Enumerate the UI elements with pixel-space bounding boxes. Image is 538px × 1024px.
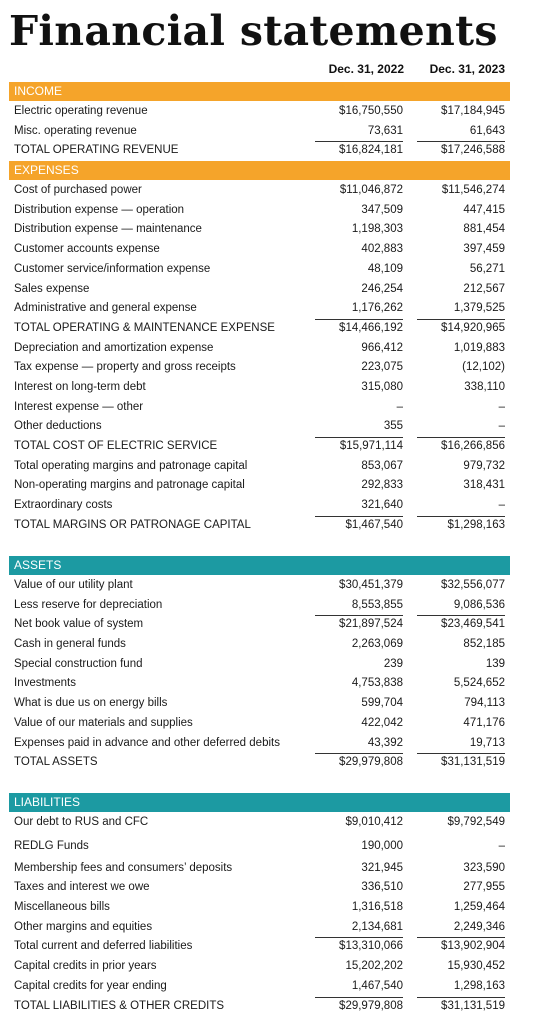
value-2023: – xyxy=(498,400,505,413)
value-2023: $17,246,588 xyxy=(441,144,505,157)
row-label: Investments xyxy=(14,677,76,690)
row-label: Value of our materials and supplies xyxy=(14,716,193,729)
value-2023: 1,019,883 xyxy=(453,341,505,354)
column-header-2022: Dec. 31, 2022 xyxy=(328,62,404,76)
row-label: TOTAL MARGINS OR PATRONAGE CAPITAL xyxy=(14,518,251,531)
total-rule xyxy=(417,997,505,998)
value-2022: 321,640 xyxy=(361,499,403,512)
expenses-section-header: EXPENSES xyxy=(9,161,510,180)
row-label: Net book value of system xyxy=(14,618,144,631)
value-2022: $29,979,808 xyxy=(339,756,403,769)
column-header-2023: Dec. 31, 2023 xyxy=(429,62,505,76)
table-row xyxy=(9,201,510,221)
total-rule xyxy=(315,141,403,142)
value-2022: 73,631 xyxy=(367,124,403,137)
row-label: Capital credits in prior years xyxy=(14,960,157,973)
value-2022: $9,010,412 xyxy=(345,816,403,828)
table-row xyxy=(9,635,510,655)
total-rule xyxy=(417,437,505,438)
row-label: TOTAL ASSETS xyxy=(14,756,98,769)
assets-rows xyxy=(9,576,510,773)
value-2022: $14,466,192 xyxy=(339,321,403,334)
total-rule xyxy=(315,516,403,517)
value-2023: $23,469,541 xyxy=(441,618,505,631)
table-row xyxy=(9,102,510,122)
value-2022: 853,067 xyxy=(361,459,403,472)
value-2022: 1,198,303 xyxy=(351,223,403,236)
value-2023: $13,902,904 xyxy=(441,940,505,953)
value-2022: $11,046,872 xyxy=(339,184,403,197)
total-rule xyxy=(315,319,403,320)
table-row xyxy=(9,878,510,898)
value-2023: 5,524,652 xyxy=(453,677,505,690)
table-row xyxy=(9,694,510,714)
value-2023: 1,259,464 xyxy=(453,901,505,914)
total-rule xyxy=(315,937,403,938)
table-row xyxy=(9,898,510,918)
table-row xyxy=(9,299,510,319)
table-row xyxy=(9,339,510,359)
value-2023: (12,102) xyxy=(462,361,505,374)
row-label: Customer service/information expense xyxy=(14,262,211,275)
value-2023: $31,131,519 xyxy=(441,999,505,1012)
total-rule xyxy=(417,937,505,938)
row-label: What is due us on energy bills xyxy=(14,697,168,710)
table-row xyxy=(9,220,510,240)
value-2023: 277,955 xyxy=(463,881,505,894)
row-label: Expenses paid in advance and other deferred debits xyxy=(14,736,280,749)
table-row xyxy=(9,655,510,675)
value-2022: – xyxy=(396,400,403,413)
total-rule xyxy=(315,615,403,616)
value-2023: 323,590 xyxy=(463,861,505,874)
expenses-rows xyxy=(9,181,510,535)
value-2022: 1,316,518 xyxy=(351,901,403,914)
table-row xyxy=(9,734,510,754)
value-2023: $9,792,549 xyxy=(447,816,505,828)
table-row xyxy=(9,240,510,260)
value-2022: 4,753,838 xyxy=(351,677,403,690)
value-2023: $11,546,274 xyxy=(441,184,505,197)
value-2023: 1,379,525 xyxy=(453,302,505,315)
total-rule xyxy=(417,753,505,754)
value-2022: 15,202,202 xyxy=(345,960,403,973)
value-2022: 246,254 xyxy=(361,282,403,295)
table-row xyxy=(9,833,510,859)
row-label: Total current and deferred liabilities xyxy=(14,940,193,953)
table-row xyxy=(9,476,510,496)
liabilities-section-header: LIABILITIES xyxy=(9,793,510,812)
value-2023: $31,131,519 xyxy=(441,756,505,769)
table-row xyxy=(9,141,510,161)
value-2023: 397,459 xyxy=(463,243,505,256)
value-2023: $14,920,965 xyxy=(441,321,505,334)
value-2023: 139 xyxy=(485,657,505,670)
value-2022: 239 xyxy=(383,657,403,670)
row-label: Electric operating revenue xyxy=(14,105,148,117)
total-rule xyxy=(417,319,505,320)
value-2022: $16,824,181 xyxy=(339,144,403,157)
table-row xyxy=(9,358,510,378)
value-2023: 212,567 xyxy=(463,282,505,295)
value-2022: 599,704 xyxy=(361,697,403,710)
value-2022: 402,883 xyxy=(361,243,403,256)
value-2022: 1,176,262 xyxy=(351,302,403,315)
value-2022: $13,310,066 xyxy=(339,940,403,953)
row-label: Value of our utility plant xyxy=(14,579,133,591)
value-2022: 422,042 xyxy=(361,716,403,729)
table-row xyxy=(9,260,510,280)
row-label: Non-operating margins and patronage capital xyxy=(14,479,245,492)
table-row xyxy=(9,813,510,833)
table-row xyxy=(9,437,510,457)
value-2023: 881,454 xyxy=(463,223,505,236)
row-label: REDLG Funds xyxy=(14,839,89,852)
income-rows xyxy=(9,102,510,161)
value-2023: 471,176 xyxy=(463,716,505,729)
value-2022: 1,467,540 xyxy=(351,979,403,992)
table-row xyxy=(9,674,510,694)
value-2023: – xyxy=(498,420,505,433)
row-label: Interest on long-term debt xyxy=(14,380,146,393)
row-label: Depreciation and amortization expense xyxy=(14,341,214,354)
row-label: Other deductions xyxy=(14,420,102,433)
value-2022: $30,451,379 xyxy=(339,579,403,591)
row-label: TOTAL COST OF ELECTRIC SERVICE xyxy=(14,440,218,452)
row-label: Taxes and interest we owe xyxy=(14,881,150,894)
row-label: TOTAL OPERATING REVENUE xyxy=(14,144,179,157)
total-rule xyxy=(315,437,403,438)
assets-section-header: ASSETS xyxy=(9,556,510,575)
value-2022: 292,833 xyxy=(361,479,403,492)
income-section-header: INCOME xyxy=(9,82,510,101)
row-label: TOTAL LIABILITIES & OTHER CREDITS xyxy=(14,999,225,1012)
table-row xyxy=(9,937,510,957)
table-row xyxy=(9,378,510,398)
value-2022: 315,080 xyxy=(361,380,403,393)
row-label: Cash in general funds xyxy=(14,638,126,651)
value-2023: 15,930,452 xyxy=(447,960,505,973)
value-2023: 979,732 xyxy=(463,459,505,472)
value-2023: – xyxy=(498,499,505,512)
row-label: Interest expense — other xyxy=(14,400,144,413)
row-label: Capital credits for year ending xyxy=(14,979,167,992)
value-2023: 61,643 xyxy=(469,124,505,137)
value-2022: 43,392 xyxy=(367,736,403,749)
table-row xyxy=(9,753,510,773)
total-rule xyxy=(315,753,403,754)
row-label: TOTAL OPERATING & MAINTENANCE EXPENSE xyxy=(14,321,275,334)
value-2022: 223,075 xyxy=(361,361,403,374)
value-2022: 8,553,855 xyxy=(351,598,403,611)
value-2022: 347,509 xyxy=(361,203,403,216)
total-rule xyxy=(417,141,505,142)
value-2023: – xyxy=(498,839,505,852)
row-label: Total operating margins and patronage capital xyxy=(14,459,248,472)
value-2022: $1,467,540 xyxy=(345,518,403,531)
table-row xyxy=(9,319,510,339)
table-row xyxy=(9,714,510,734)
value-2022: $29,979,808 xyxy=(339,999,403,1012)
row-label: Special construction fund xyxy=(14,657,143,670)
value-2023: 19,713 xyxy=(469,736,505,749)
value-2022: $16,750,550 xyxy=(339,105,403,117)
total-rule xyxy=(315,997,403,998)
row-label: Extraordinary costs xyxy=(14,499,113,512)
value-2022: 321,945 xyxy=(361,861,403,874)
value-2022: 966,412 xyxy=(361,341,403,354)
value-2023: $17,184,945 xyxy=(441,105,505,117)
value-2022: $21,897,524 xyxy=(339,618,403,631)
table-row xyxy=(9,417,510,437)
value-2022: 2,263,069 xyxy=(351,638,403,651)
table-row xyxy=(9,457,510,477)
table-row xyxy=(9,615,510,635)
row-label: Sales expense xyxy=(14,282,90,295)
row-label: Miscellaneous bills xyxy=(14,901,110,914)
table-row xyxy=(9,122,510,142)
table-row xyxy=(9,496,510,516)
row-label: Customer accounts expense xyxy=(14,243,160,256)
value-2022: 48,109 xyxy=(367,262,403,275)
value-2022: 355 xyxy=(383,420,403,433)
row-label: Distribution expense — operation xyxy=(14,203,185,216)
value-2023: 2,249,346 xyxy=(453,920,505,933)
value-2023: 9,086,536 xyxy=(453,598,505,611)
value-2023: 447,415 xyxy=(463,203,505,216)
row-label: Our debt to RUS and CFC xyxy=(14,816,149,828)
value-2023: 338,110 xyxy=(464,380,505,393)
value-2023: $32,556,077 xyxy=(441,579,505,591)
value-2023: 1,298,163 xyxy=(453,979,505,992)
table-row xyxy=(9,576,510,596)
table-row xyxy=(9,918,510,938)
table-row xyxy=(9,516,510,536)
value-2023: 318,431 xyxy=(463,479,505,492)
value-2022: 190,000 xyxy=(361,839,403,852)
income-statement-table xyxy=(9,82,510,535)
liabilities-table xyxy=(9,793,510,1016)
row-label: Misc. operating revenue xyxy=(14,124,137,137)
row-label: Tax expense — property and gross receipts xyxy=(14,361,236,374)
row-label: Membership fees and consumers’ deposits xyxy=(14,861,233,874)
row-label: Administrative and general expense xyxy=(14,302,197,315)
liabilities-rows xyxy=(9,813,510,1016)
table-row xyxy=(9,398,510,418)
value-2022: $15,971,114 xyxy=(339,440,403,452)
assets-table xyxy=(9,556,510,773)
table-row xyxy=(9,957,510,977)
value-2023: 794,113 xyxy=(464,697,505,710)
table-row xyxy=(9,596,510,616)
table-row xyxy=(9,977,510,997)
total-rule xyxy=(417,516,505,517)
table-row xyxy=(9,997,510,1017)
value-2022: 2,134,681 xyxy=(351,920,403,933)
total-rule xyxy=(417,615,505,616)
value-2023: $1,298,163 xyxy=(447,518,505,531)
row-label: Distribution expense — maintenance xyxy=(14,223,202,236)
table-row xyxy=(9,181,510,201)
table-row xyxy=(9,280,510,300)
page-title: Financial statements xyxy=(9,7,498,55)
table-row xyxy=(9,859,510,879)
row-label: Less reserve for depreciation xyxy=(14,598,163,611)
value-2023: 56,271 xyxy=(469,262,505,275)
value-2022: 336,510 xyxy=(361,881,403,894)
value-2023: 852,185 xyxy=(463,638,505,651)
row-label: Other margins and equities xyxy=(14,920,153,933)
value-2023: $16,266,856 xyxy=(441,440,505,452)
row-label: Cost of purchased power xyxy=(14,184,142,197)
